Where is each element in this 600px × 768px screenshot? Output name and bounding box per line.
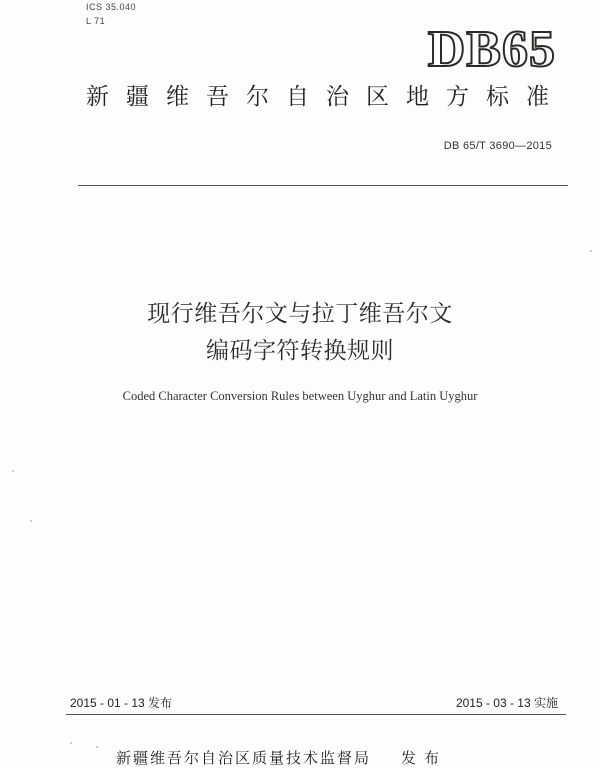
issue-date: 2015 - 01 - 13 发布: [70, 696, 173, 710]
scan-speck: [96, 746, 98, 748]
issuer-name: 新疆维吾尔自治区质量技术监督局: [116, 749, 372, 767]
footer-divider: [66, 714, 566, 715]
ics-code: ICS 35.040: [86, 2, 137, 12]
standard-number: DB 65/T 3690—2015: [443, 140, 552, 152]
scan-speck: [12, 470, 14, 472]
scan-speck: [590, 250, 592, 252]
title-cn-line1: 现行维吾尔文与拉丁维吾尔文: [147, 301, 453, 327]
db-logo: DB65: [427, 21, 556, 78]
publish-label: 发布: [401, 749, 448, 767]
implementation-date: 2015 - 03 - 13 实施: [455, 696, 558, 710]
scan-speck: [70, 742, 72, 744]
issuer-line: [116, 747, 447, 768]
ccs-code: L 71: [86, 16, 106, 26]
title-en: Coded Character Conversion Rules between Uyghur and Latin Uyghur: [122, 389, 478, 403]
header-divider: [78, 185, 568, 186]
scan-speck: [30, 520, 32, 522]
title-cn-line2: 编码字符转换规则: [206, 338, 394, 364]
standard-authority-heading: 新疆维吾尔自治区地方标准: [86, 84, 566, 110]
